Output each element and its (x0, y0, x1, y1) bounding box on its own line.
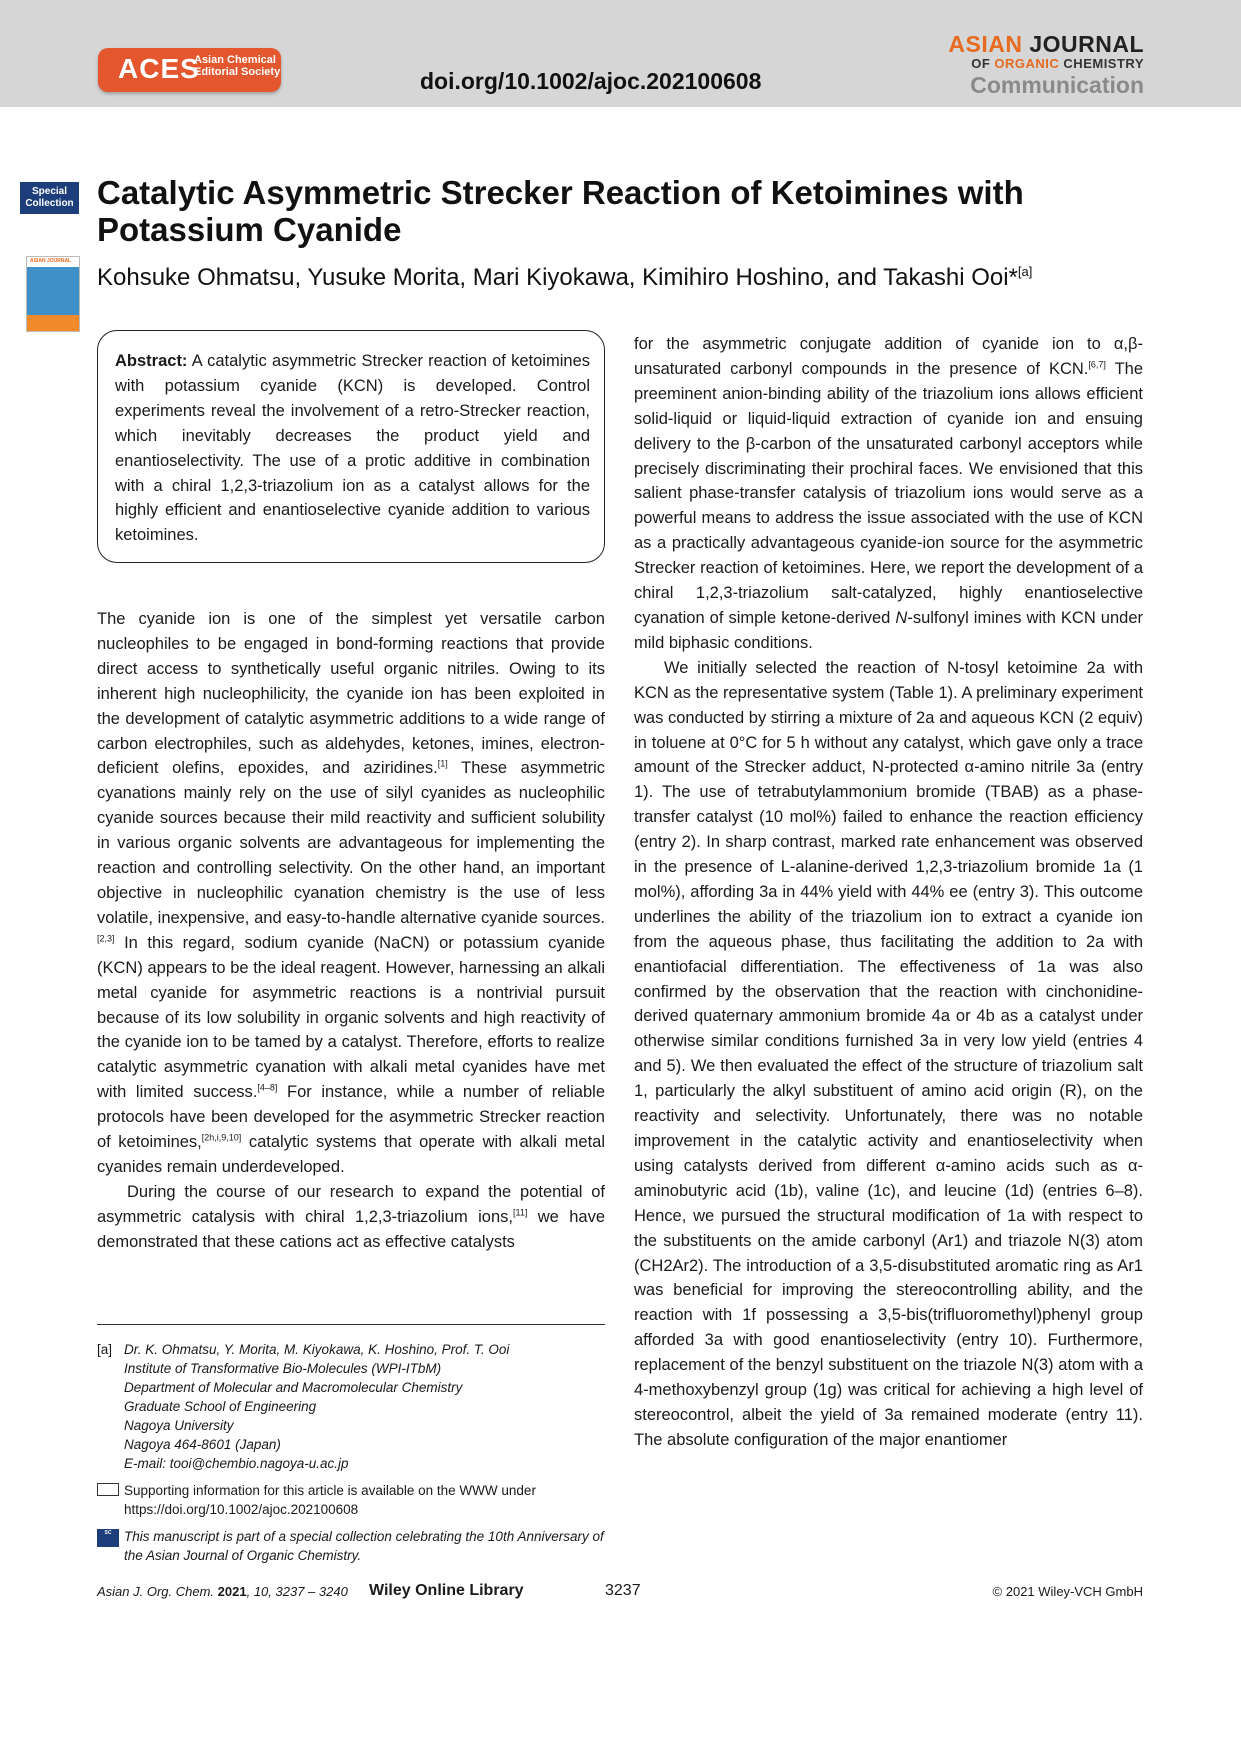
right-column (634, 332, 1143, 1453)
article-title: Catalytic Asymmetric Strecker Reaction of Ketoimines with Potassium Cyanide (97, 174, 1024, 248)
author-list: Kohsuke Ohmatsu, Yusuke Morita, Mari Kiyokawa, Kimihiro Hoshino, and Takashi Ooi*[a] (97, 264, 1033, 291)
left-column (97, 607, 605, 1255)
footnote-label: [a] (97, 1342, 113, 1357)
footnote-divider (97, 1324, 605, 1325)
journal-cover-thumbnail[interactable]: ASIAN JOURNAL (26, 256, 80, 332)
affiliation-footnote (97, 1340, 605, 1565)
citation-ref[interactable]: [11] (513, 1207, 528, 1218)
citation-ref[interactable]: [2,3] (97, 933, 115, 944)
abstract-box (97, 330, 605, 563)
citation-ref[interactable]: [4–8] (257, 1082, 278, 1093)
abstract-label: Abstract: (115, 352, 188, 370)
aces-logo-short: ACES (118, 53, 200, 84)
special-collection-badge[interactable]: Special Collection (20, 182, 79, 214)
computer-icon (97, 1483, 119, 1496)
doi-link[interactable]: doi.org/10.1002/ajoc.202100608 (420, 68, 762, 94)
supporting-info-note[interactable]: Supporting information for this article is available on the WWW under https://doi.org/10.1002/ajoc.202100608 (97, 1481, 605, 1519)
paragraph: During the course of our research to expand the potential of asymmetric catalysis with chiral 1,2,3-triazolium ions,[11] we have demonstrated that these cations act as effective catalysts (97, 1182, 606, 1251)
wiley-online-library-link[interactable]: Wiley Online Library (369, 1582, 524, 1599)
citation-ref[interactable]: [1] (437, 758, 448, 769)
journal-header (0, 0, 1241, 107)
special-collection-icon: SC (97, 1529, 119, 1547)
journal-logo: ASIAN JOURNAL OF ORGANIC CHEMISTRY Communication (948, 31, 1144, 98)
citation-ref[interactable]: [6,7] (1088, 359, 1106, 370)
abstract-text: Abstract: A catalytic asymmetric Strecker reaction of ketoimines with potassium cyanide (KCN) is developed. Control experiments reveal the involvement of a retro-Strecker reaction, which inevitably decreases the product yield and enantioselectivity. The use of a protic additive in combination with a chiral 1,2,3-triazolium ion as a catalyst allows for the highly efficient and enantioselective cyanide addition to various ketoimines. (115, 352, 590, 545)
article-type: Communication (970, 72, 1144, 98)
citation-ref[interactable]: [2h,i,9,10] (201, 1132, 242, 1143)
aces-logo[interactable] (98, 48, 281, 92)
aces-logo-long: Asian Chemical Editorial Society (194, 54, 281, 78)
affiliation-text: Dr. K. Ohmatsu, Y. Morita, M. Kiyokawa, K. Hoshino, Prof. T. Ooi Institute of Transformative Bio-Molecules (WPI-ITbM) Department of Molecular and Macromolecular Chemistry Graduate School of Engineering Nagoya University Nagoya 464-8601 (Japan) E-mail: tooi@chembio.nagoya-u.ac.jp (124, 1342, 510, 1471)
page-number: 3237 (605, 1582, 641, 1599)
citation: Asian J. Org. Chem. 2021, 10, 3237 – 3240 (97, 1584, 348, 1599)
paragraph: We initially selected the reaction of N-tosyl ketoimine 2a with KCN as the representative system (Table 1). A preliminary experiment was conducted by stirring a mixture of 2a and aqueous KCN (2 equiv) in toluene at 0°C for 5 h without any catalyst, which gave only a trace amount of the Strecker adduct, N-protected α-amino nitrile 3a (entry 1). The use of tetrabutylammonium bromide (TBAB) as a phase-transfer catalyst (10 mol%) failed to enhance the reaction efficiency (entry 2). In sharp contrast, marked rate enhancement was observed in the presence of L-alanine-derived 1,2,3-triazolium bromide 1a (1 mol%), affording 3a in 44% yield with 44% ee (entry 3). This outcome underlines the ability of the triazolium ion to extract a cyanide ion from the aqueous phase, thus facilitating the addition to 2a with enantiofacial differentiation. The effectiveness of 1a was also confirmed by the observation that the reaction with cinchonidine-derived quaternary ammonium bromide 4a or 4b as a catalyst under otherwise similar conditions furnished 3a in very low yield (entries 4 and 5). We then evaluated the effect of the structure of triazolium salt 1, particularly the alkyl substituent of amino acid origin (R), on the reactivity and selectivity. Unfortunately, there was no notable improvement in the catalytic activity and enantioselectivity when using catalysts derived from different α-amino acids such as α-aminobutyric acid (1b), valine (1c), and leucine (1d) (entries 6–8). Hence, we pursued the structural modification of 1a with respect to the substituents on the amide carbonyl (Ar1) and triazole N(3) atom (CH2Ar2). The introduction of a 3,5-disubstituted aromatic ring as Ar1 was beneficial for improving the stereocontrolling ability, and the reaction with 1f possessing a 3,5-bis(trifluoromethyl)phenyl group afforded 3a with good enantioselectivity (entry 10). Furthermore, replacement of the benzyl substituent on the triazole N(3) atom with a 4-methoxybenzyl group (1g) was critical for achieving a high level of stereocontrol, albeit the yield of 3a remained moderate (entry 11). The absolute configuration of the major enantiomer (634, 658, 1143, 1449)
paragraph: for the asymmetric conjugate addition of cyanide ion to α,β-unsaturated carbonyl compounds in the presence of KCN.[6,7] The preeminent anion-binding ability of the triazolium ions allows efficient solid-liquid or liquid-liquid extraction of cyanide ion and ensuing delivery to the β-carbon of the unsaturated carbonyl acceptors while precisely discriminating their prochiral faces. We envisioned that this salient phase-transfer catalysis of triazolium ions would serve as a powerful means to address the issue associated with the use of KCN as a practically advantageous cyanide-ion source for the asymmetric Strecker reaction of ketoimines. Here, we report the development of a chiral 1,2,3-triazolium salt-catalyzed, highly enantioselective cyanation of simple ketone-derived N-sulfonyl imines with KCN under mild biphasic conditions. (634, 335, 1144, 652)
paragraph: The cyanide ion is one of the simplest yet versatile carbon nucleophiles to be engaged in bond-forming reactions that provide direct access to synthetically useful organic nitriles. Owing to its inherent high nucleophilicity, the cyanide ion has been exploited in the development of catalytic asymmetric additions to a wide range of carbon electrophiles, such as aldehydes, ketones, imines, electron-deficient olefins, epoxides, and aziridines.[1] These asymmetric cyanations mainly rely on the use of silyl cyanides as nucleophilic cyanide sources because their mild reactivity and sufficient solubility in various organic solvents are advantageous for implementing the reaction and controlling selectivity. On the other hand, an important objective in nucleophilic cyanation chemistry is the use of less volatile, inexpensive, and easy-to-handle alternative cyanide sources.[2,3] In this regard, sodium cyanide (NaCN) or potassium cyanide (KCN) appears to be the ideal reagent. However, harnessing an alkali metal cyanide for asymmetric reactions is a nontrivial pursuit because of its low solubility in organic solvents and high reactivity of the cyanide ion to be tamed by a catalyst. Therefore, efforts to realize catalytic asymmetric cyanation with alkali metal cyanides have met with limited success.[4–8] For instance, while a number of reliable protocols have been developed for the asymmetric Strecker reaction of ketoimines,[2h,i,9,10] catalytic systems that operate with alkali metal cyanides remain underdeveloped. (97, 610, 605, 1176)
copyright: © 2021 Wiley-VCH GmbH (992, 1584, 1143, 1599)
special-collection-note: SC This manuscript is part of a special collection celebrating the 10th Anniversary of the Asian Journal of Organic Chemistry. (97, 1527, 605, 1565)
